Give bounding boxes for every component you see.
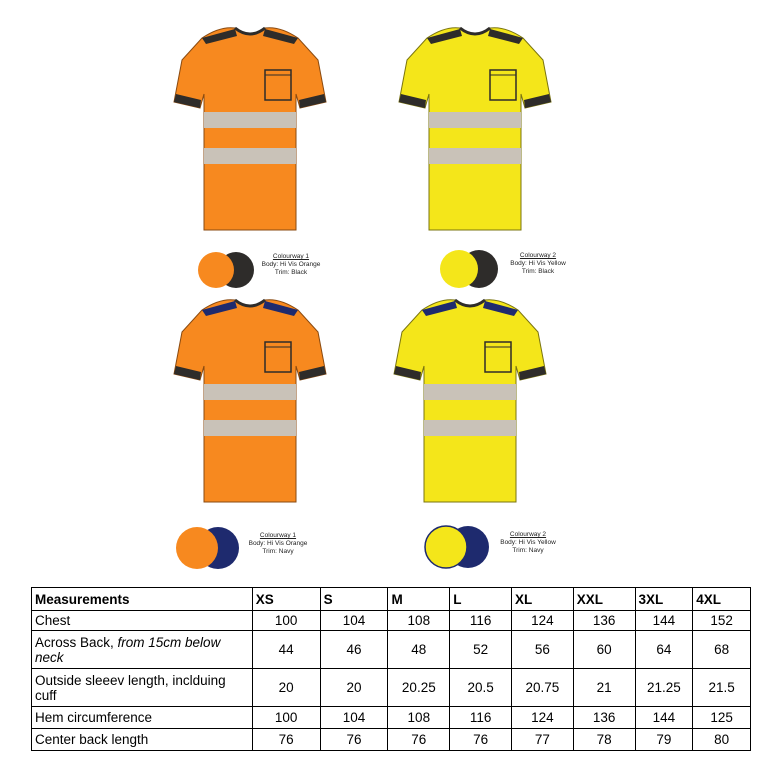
table-cell: 108: [388, 611, 450, 631]
swatch-orange-black: [196, 250, 256, 290]
row-label-sleeve-length: Outside sleeev length, inclduing cuff: [32, 669, 253, 707]
table-cell: 100: [252, 611, 320, 631]
table-cell: 144: [635, 611, 693, 631]
table-cell: 20.75: [511, 669, 573, 707]
table-cell: 79: [635, 729, 693, 751]
table-cell: 76: [450, 729, 512, 751]
table-cell: 116: [450, 611, 512, 631]
header-size-l: L: [450, 588, 512, 611]
table-cell: 78: [573, 729, 635, 751]
table-cell: 108: [388, 707, 450, 729]
table-cell: 136: [573, 611, 635, 631]
header-measurements: Measurements: [32, 588, 253, 611]
table-cell: 20: [320, 669, 388, 707]
table-cell: 68: [693, 631, 751, 669]
table-cell: 21.5: [693, 669, 751, 707]
measurements-table: [31, 587, 751, 751]
header-size-4xl: 4XL: [693, 588, 751, 611]
tshirt-orange-navy-illustration: [150, 292, 350, 512]
row-label-chest: Chest: [32, 611, 253, 631]
table-cell: 56: [511, 631, 573, 669]
colourway-caption-4: Colourway 2 Body: Hi Vis Yellow Trim: Navy: [500, 531, 556, 554]
table-cell: 116: [450, 707, 512, 729]
table-cell: 76: [252, 729, 320, 751]
table-cell: 80: [693, 729, 751, 751]
header-size-xs: XS: [252, 588, 320, 611]
tshirt-yellow-black-illustration: [375, 20, 575, 240]
table-row: [32, 707, 751, 729]
row-label-hem-circumference: Hem circumference: [32, 707, 253, 729]
table-cell: 64: [635, 631, 693, 669]
table-cell: 20.25: [388, 669, 450, 707]
table-cell: 136: [573, 707, 635, 729]
table-cell: 124: [511, 611, 573, 631]
table-cell: 46: [320, 631, 388, 669]
swatch-yellow-black: [438, 248, 500, 290]
table-cell: 20.5: [450, 669, 512, 707]
table-cell: 104: [320, 707, 388, 729]
table-cell: 76: [388, 729, 450, 751]
table-cell: 52: [450, 631, 512, 669]
table-cell: 20: [252, 669, 320, 707]
colourway-caption-2: Colourway 2 Body: Hi Vis Yellow Trim: Black: [510, 252, 566, 275]
tshirt-yellow-navy-illustration: [370, 292, 570, 512]
table-row: [32, 611, 751, 631]
colourway-caption-3: Colourway 1 Body: Hi Vis Orange Trim: Navy: [248, 532, 308, 555]
header-size-m: M: [388, 588, 450, 611]
row-label-across-back: Across Back, from 15cm below neck: [32, 631, 253, 669]
header-size-3xl: 3XL: [635, 588, 693, 611]
table-cell: 60: [573, 631, 635, 669]
table-cell: 44: [252, 631, 320, 669]
table-cell: 77: [511, 729, 573, 751]
table-cell: 100: [252, 707, 320, 729]
table-row: [32, 669, 751, 707]
tshirt-orange-black-illustration: [150, 20, 350, 240]
table-row: [32, 631, 751, 669]
table-cell: 152: [693, 611, 751, 631]
table-cell: 21: [573, 669, 635, 707]
row-label-center-back-length: Center back length: [32, 729, 253, 751]
table-cell: 76: [320, 729, 388, 751]
table-cell: 125: [693, 707, 751, 729]
header-size-xxl: XXL: [573, 588, 635, 611]
table-row: [32, 729, 751, 751]
header-size-xl: XL: [511, 588, 573, 611]
table-cell: 104: [320, 611, 388, 631]
table-cell: 48: [388, 631, 450, 669]
swatch-yellow-navy: [424, 524, 490, 570]
header-size-s: S: [320, 588, 388, 611]
table-cell: 124: [511, 707, 573, 729]
swatch-orange-navy: [176, 525, 240, 571]
table-cell: 144: [635, 707, 693, 729]
colourway-caption-1: Colourway 1 Body: Hi Vis Orange Trim: Black: [261, 253, 321, 276]
table-header-row: [32, 588, 751, 611]
table-cell: 21.25: [635, 669, 693, 707]
